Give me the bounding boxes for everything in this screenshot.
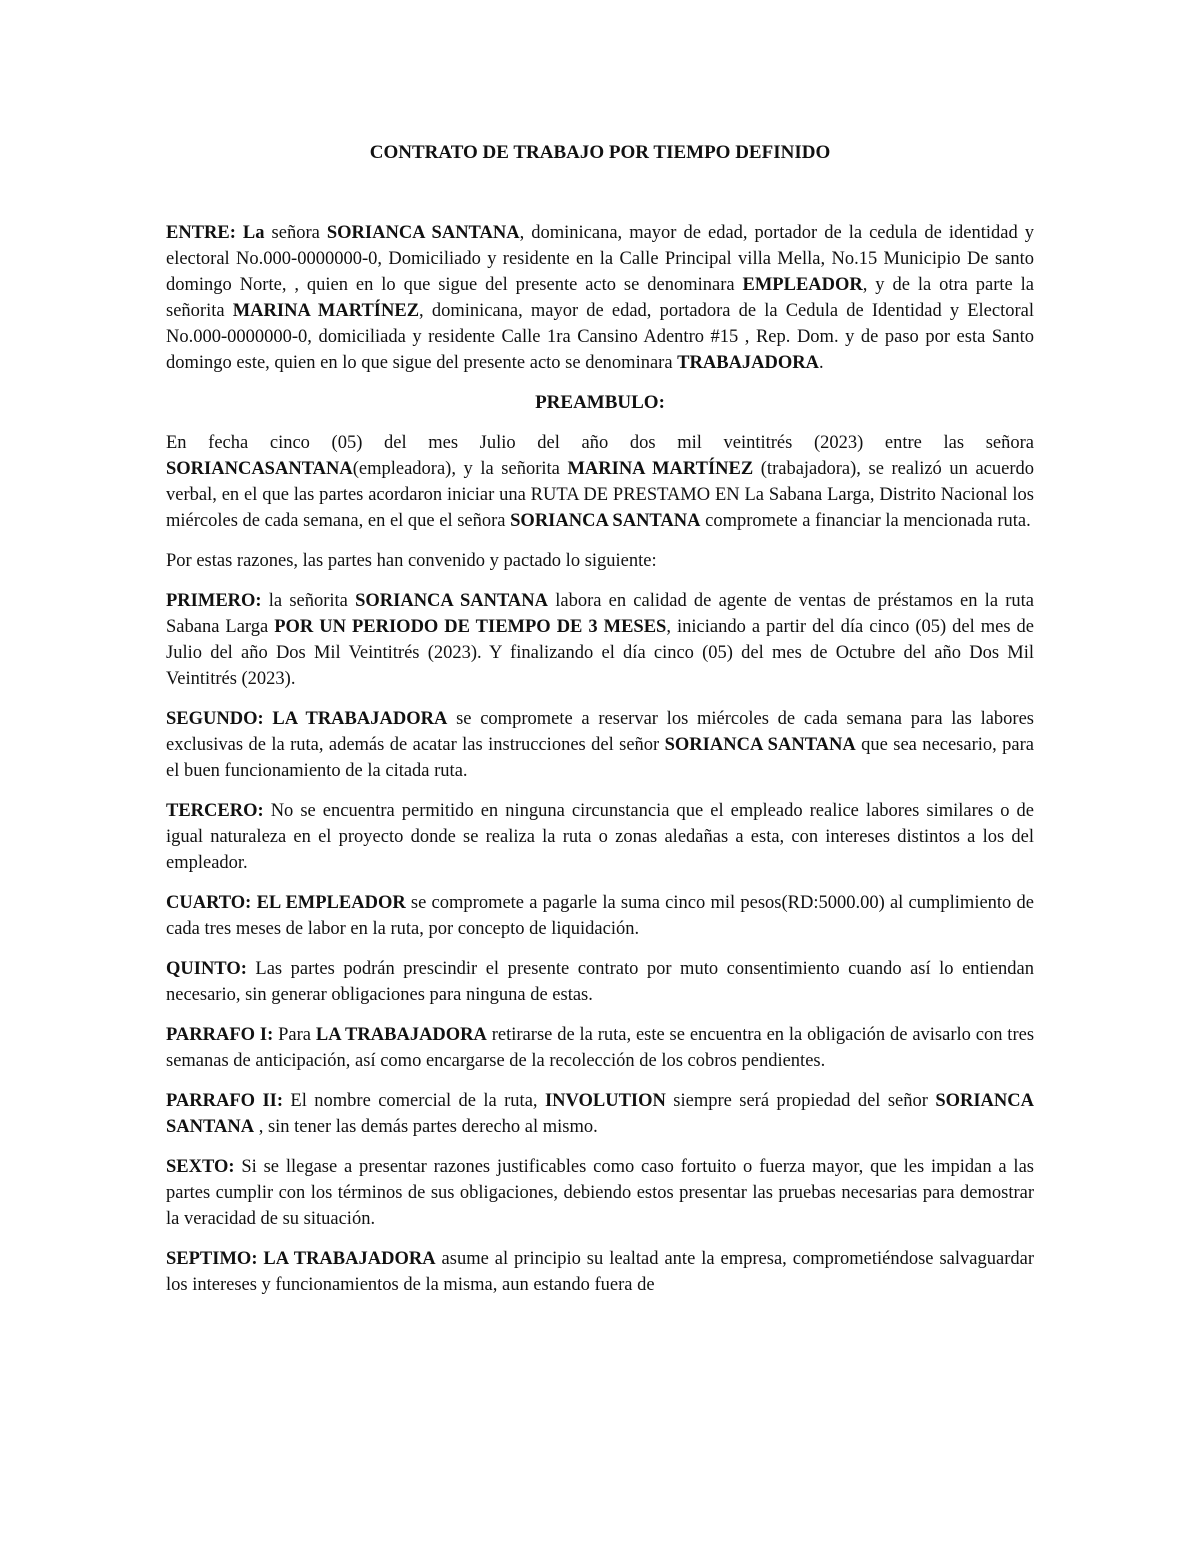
document-title: CONTRATO DE TRABAJO POR TIEMPO DEFINIDO [369,142,831,163]
clause-segundo: SEGUNDO: LA TRABAJADORA se compromete a reservar los miércoles de cada semana para las labores exclusivas de la ruta, además de acatar las instrucciones del señor SORIANCA SANTANA que sea necesario, para el buen funcionamiento de la citada ruta. [166,709,1034,781]
clause-sexto: SEXTO: Si se llegase a presentar razones justificables como caso fortuito o fuerza mayor, que les impidan a las partes cumplir con los términos de sus obligaciones, debiendo estos presentar las pruebas necesarias para demostrar la veracidad de su situación. [166,1157,1034,1229]
preambulo-paragraph: En fecha cinco (05) del mes Julio del año dos mil veintitrés (2023) entre las señora SORIANCASANTANA(empleadora), y la señorita MARINA MARTÍNEZ (trabajadora), se realizó un acuerdo verbal, en el que las partes acordaron iniciar una RUTA DE PRESTAMO EN La Sabana Larga, Distrito Nacional los miércoles de cada semana, en el que el señora SORIANCA SANTANA compromete a financiar la mencionada ruta. [166,433,1034,531]
intro-paragraph: ENTRE: La señora SORIANCA SANTANA, dominicana, mayor de edad, portador de la cedula de identidad y electoral No.000-0000000-0, Domiciliado y residente en la Calle Principal villa Mella, No.15 Municipio De santo domingo Norte, , quien en lo que sigue del presente acto se denominara EMPLEADOR, y de la otra parte la señorita MARINA MARTÍNEZ, dominicana, mayor de edad, portadora de la Cedula de Identidad y Electoral No.000-0000000-0, domiciliada y residente Calle 1ra Cansino Adentro #15 , Rep. Dom. y de paso por esta Santo domingo este, quien en lo que sigue del presente acto se denominara TRABAJADORA. [166,223,1034,373]
clause-tercero: TERCERO: No se encuentra permitido en ninguna circunstancia que el empleado realice labores similares o de igual naturaleza en el proyecto donde se realiza la ruta o zonas aledañas a esta, con intereses distintos a los del empleador. [166,801,1034,873]
clause-parrafo-1: PARRAFO I: Para LA TRABAJADORA retirarse de la ruta, este se encuentra en la obligación de avisarlo con tres semanas de anticipación, así como encargarse de la recolección de los cobros pendientes. [166,1025,1035,1071]
clause-septimo: SEPTIMO: LA TRABAJADORA asume al principio su lealtad ante la empresa, comprometiéndose salvaguardar los intereses y funcionamientos de la misma, aun estando fuera de [166,1249,1034,1295]
clause-cuarto: CUARTO: EL EMPLEADOR se compromete a pagarle la suma cinco mil pesos(RD:5000.00) al cumplimiento de cada tres meses de labor en la ruta, por concepto de liquidación. [166,893,1034,939]
clause-primero: PRIMERO: la señorita SORIANCA SANTANA labora en calidad de agente de ventas de préstamos en la ruta Sabana Larga POR UN PERIODO DE TIEMPO DE 3 MESES, iniciando a partir del día cinco (05) del mes de Julio del año Dos Mil Veintitrés (2023). Y finalizando el día cinco (05) del mes de Octubre del año Dos Mil Veintitrés (2023). [166,591,1034,689]
clause-parrafo-2: PARRAFO II: El nombre comercial de la ruta, INVOLUTION siempre será propiedad del señor SORIANCA SANTANA , sin tener las demás partes derecho al mismo. [166,1091,1034,1137]
preambulo-heading: PREAMBULO: [535,392,665,413]
document-page [166,140,1034,1312]
clause-quinto: QUINTO: Las partes podrán prescindir el presente contrato por muto consentimiento cuando así lo entiendan necesario, sin generar obligaciones para ninguna de estas. [166,959,1034,1005]
intro-label: ENTRE: La [166,223,265,243]
razones-paragraph: Por estas razones, las partes han convenido y pactado lo siguiente: [166,551,657,571]
